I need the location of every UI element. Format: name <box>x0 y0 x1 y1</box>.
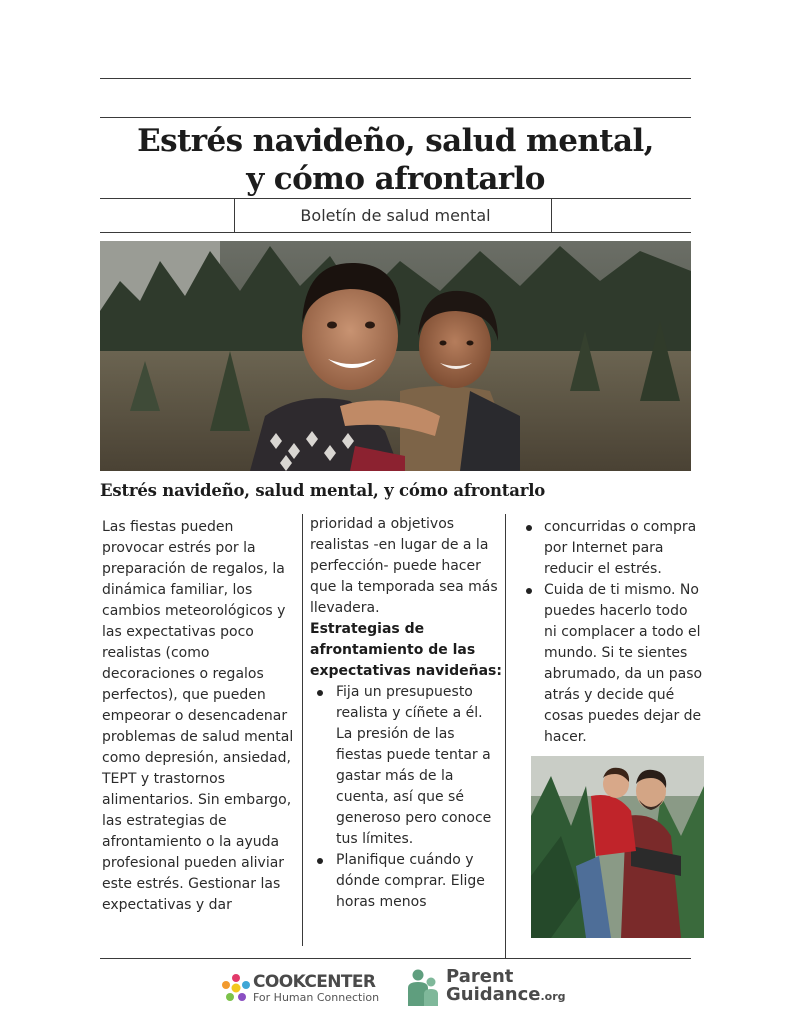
article-heading: Estrés navideño, salud mental, y cómo afrontarlo <box>100 481 546 500</box>
parent-guidance-suffix: .org <box>540 990 566 1003</box>
page-title <box>100 122 691 198</box>
strategies-heading: Estrategias de afrontamiento de las expectativas navideñas: <box>310 621 502 679</box>
subtitle: Boletín de salud mental <box>300 206 491 225</box>
column-divider-2 <box>505 514 506 958</box>
cook-center-logo-icon <box>220 972 252 1004</box>
bullet-icon <box>317 858 323 864</box>
list-item <box>310 850 502 913</box>
parent-guidance-name-line2 <box>446 984 566 1005</box>
list-item-text: Planifique cuándo y dónde comprar. Elige horas menos <box>336 852 485 910</box>
column-2 <box>310 514 502 913</box>
strategies-list <box>310 682 502 913</box>
subtitle-bottom-rule <box>100 232 691 233</box>
column-1 <box>102 517 294 916</box>
bullet-icon <box>526 588 532 594</box>
col2-intro-paragraph: prioridad a objetivos realistas -en lugar de a la perfección- puede hacer que la temporada sea más llevadera. <box>310 516 498 616</box>
cook-center-tagline: For Human Connection <box>253 991 380 1004</box>
title-top-rule <box>100 117 691 118</box>
col1-paragraph: Las fiestas pueden provocar estrés por la preparación de regalos, la dinámica familiar, los cambios meteorológicos y las expectativas poco realistas (como decoraciones o regalos perfectos), que pueden empeorar o desencadenar problemas de salud mental como depresión, ansiedad, TEPT y trastornos alimentarios. Sin embargo, las estrategias de afrontamiento o la ayuda profesional pueden aliviar este estrés. Gestionar las expectativas y dar <box>102 519 294 913</box>
column-3 <box>524 517 704 748</box>
cook-center-name: COOKCENTER <box>253 972 376 992</box>
column-divider-1 <box>302 514 303 946</box>
bullet-icon <box>526 525 532 531</box>
footer-rule <box>100 958 691 959</box>
title-line-2: y cómo afrontarlo <box>246 161 545 197</box>
title-line-1: Estrés navideño, salud mental, <box>137 123 654 159</box>
hero-photo <box>100 241 691 471</box>
parent-guidance-name-line1: Parent <box>446 966 514 987</box>
parent-guidance-name-main: Guidance <box>446 984 541 1005</box>
secondary-photo <box>531 756 704 938</box>
list-item-text: concurridas o compra por Internet para reducir el estrés. <box>544 519 697 577</box>
list-item <box>524 580 704 748</box>
top-rule <box>100 78 691 79</box>
parent-guidance-logo-icon <box>406 968 440 1006</box>
list-item <box>310 682 502 850</box>
bullet-icon <box>317 690 323 696</box>
list-item <box>524 517 704 580</box>
list-item-text: Fija un presupuesto realista y cíñete a él. La presión de las fiestas puede tentar a gastar más de la cuenta, así que sé generoso pero conoce tus límites. <box>336 684 492 847</box>
footer-logos <box>0 964 792 1010</box>
strategies-list-continued <box>524 517 704 748</box>
list-item-text: Cuida de ti mismo. No puedes hacerlo todo ni complacer a todo el mundo. Si te sientes abrumado, da un paso atrás y decide qué cosas puedes dejar de hacer. <box>544 582 703 745</box>
